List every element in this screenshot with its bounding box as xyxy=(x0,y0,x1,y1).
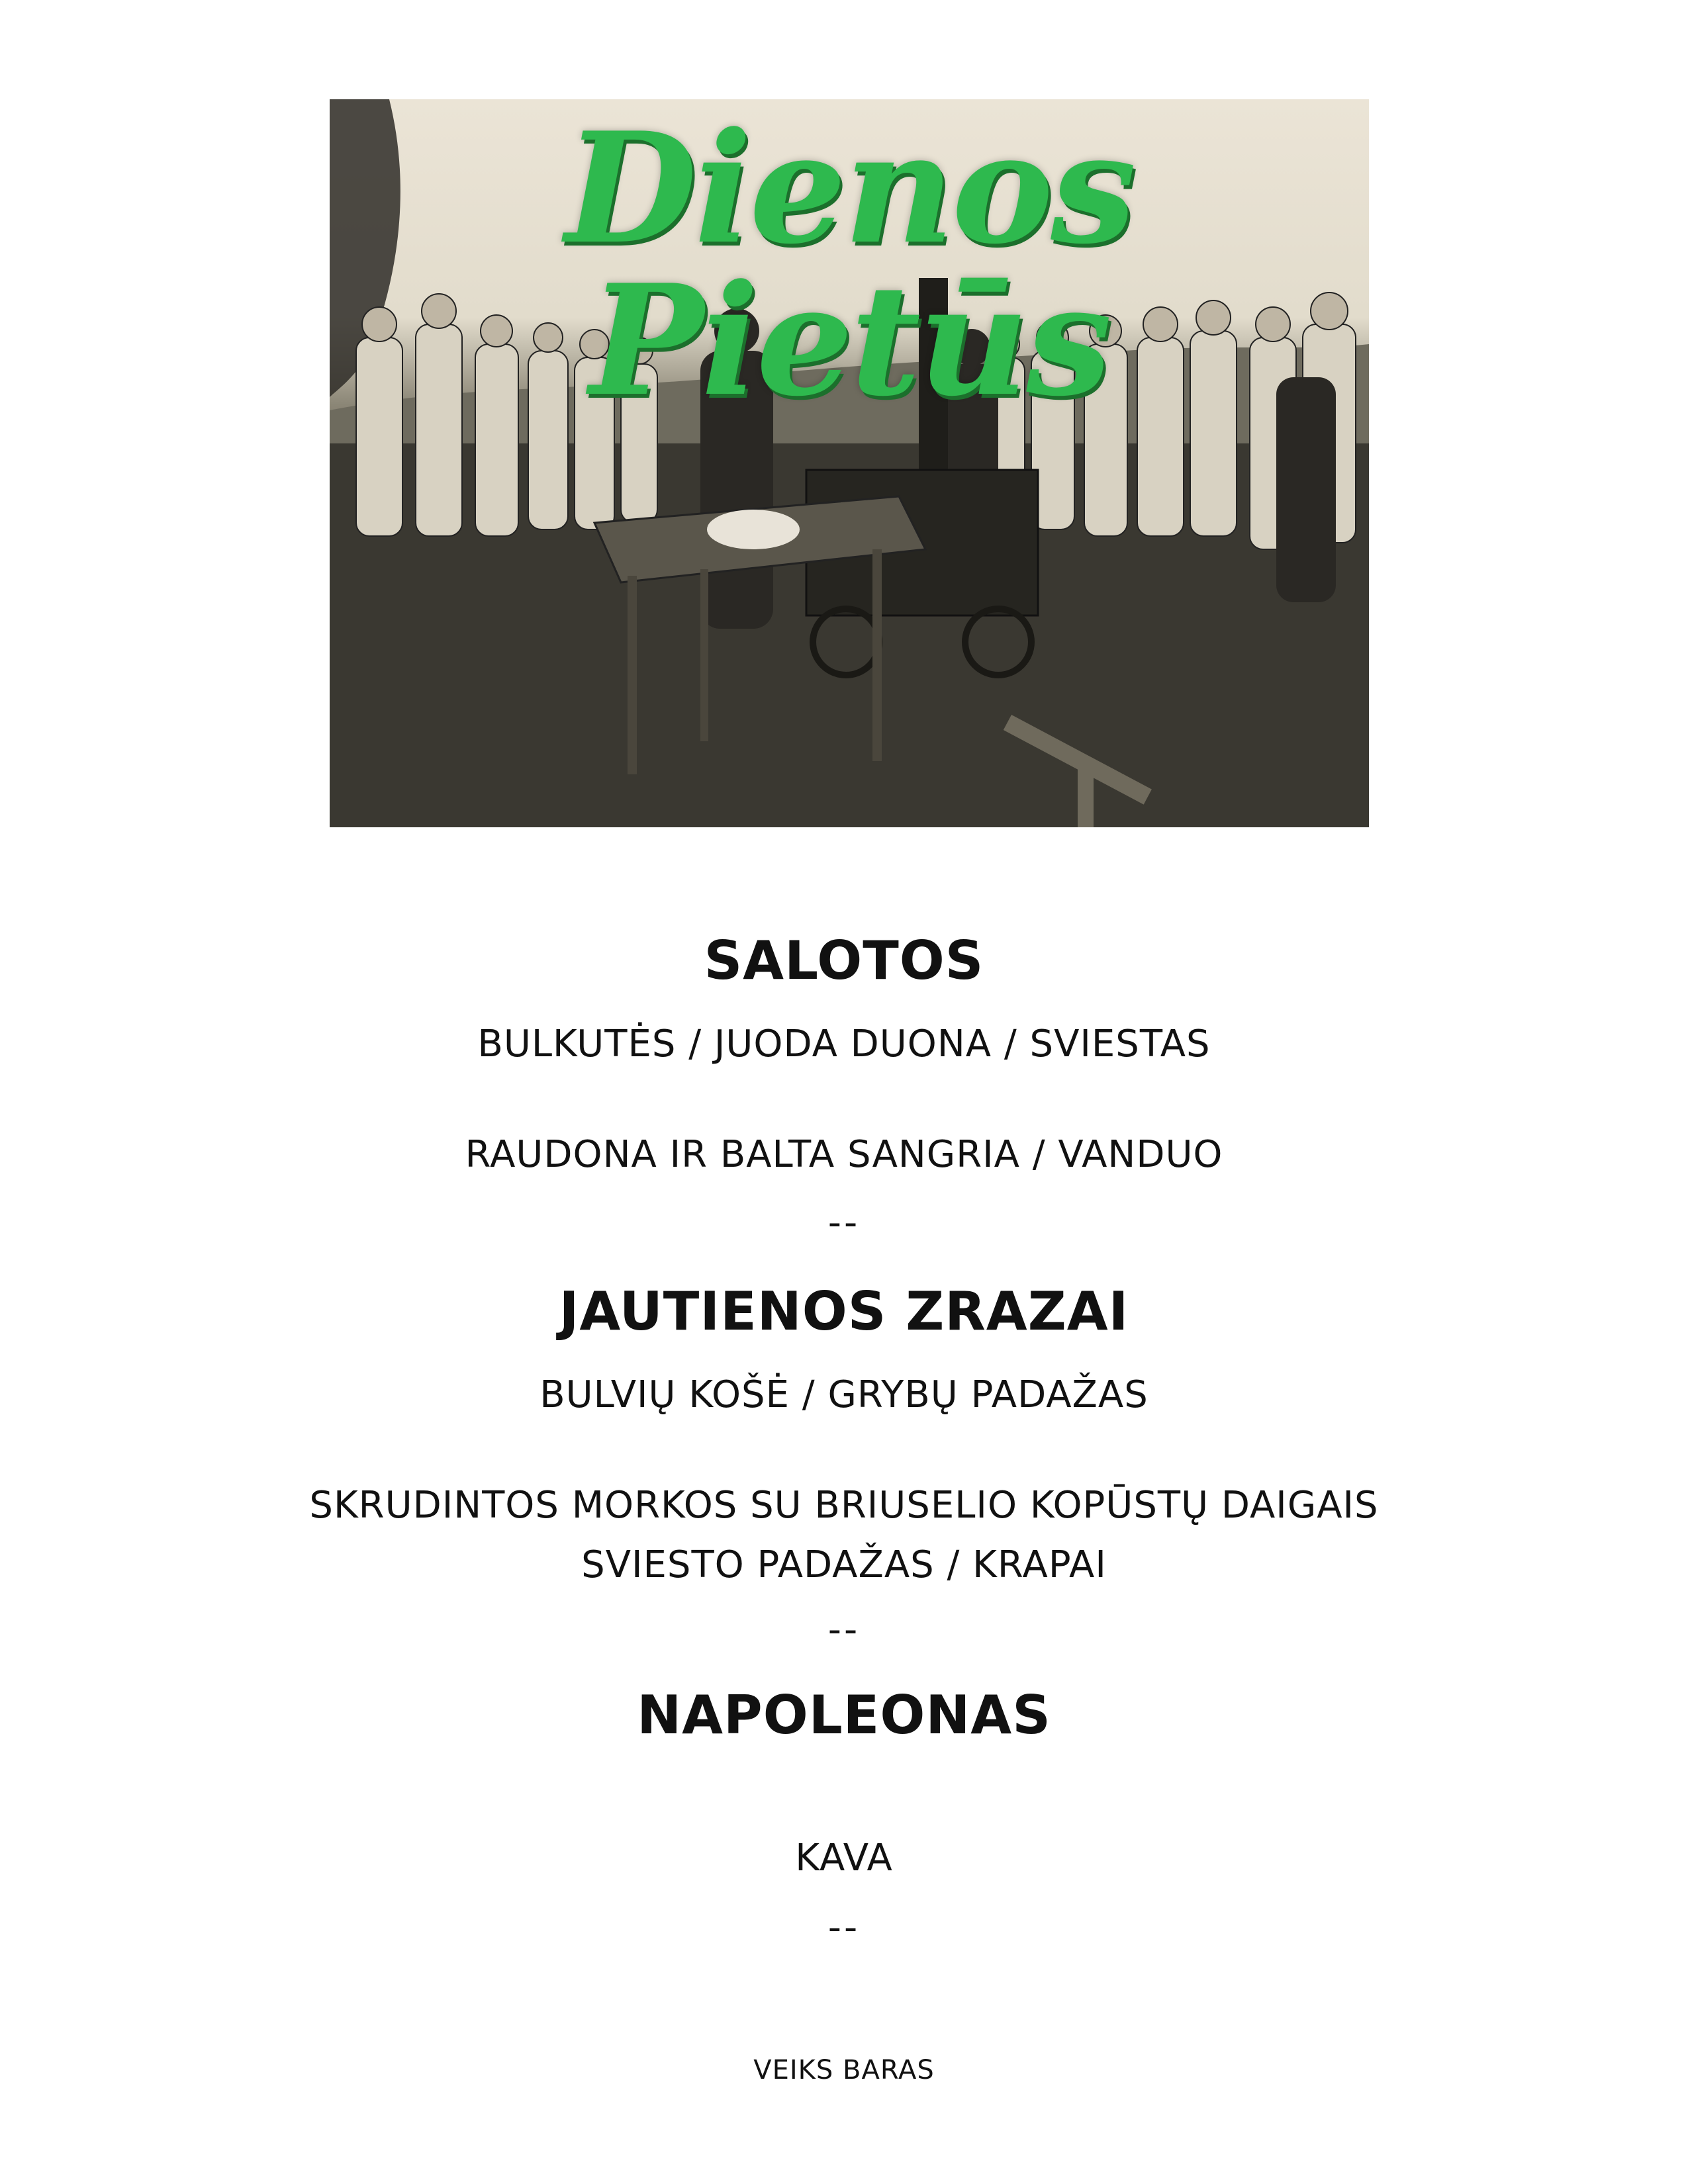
separator-2: -- xyxy=(827,1608,861,1651)
course-2-line-2: SKRUDINTOS MORKOS SU BRIUSELIO KOPŪSTŲ DAIGAIS xyxy=(309,1484,1379,1527)
course-2-line-3: SVIESTO PADAŽAS / KRAPAI xyxy=(581,1543,1107,1586)
hero-title: Dienos Pietūs xyxy=(565,99,1134,430)
footer-venue: VEIKS BARAS xyxy=(753,2055,935,2085)
separator-1: -- xyxy=(827,1201,861,1244)
course-1-title: SALOTOS xyxy=(704,930,984,991)
course-2-title: JAUTIENOS ZRAZAI xyxy=(559,1281,1129,1342)
course-2-line-1: BULVIŲ KOŠĖ / GRYBŲ PADAŽAS xyxy=(539,1373,1149,1416)
separator-3: -- xyxy=(827,1906,861,1949)
course-3-title: NAPOLEONAS xyxy=(637,1684,1051,1746)
course-1-line-2: RAUDONA IR BALTA SANGRIA / VANDUO xyxy=(465,1133,1223,1176)
hero-photo xyxy=(330,99,1369,827)
course-3-line-1: KAVA xyxy=(795,1837,893,1880)
course-1-line-1: BULKUTĖS / JUODA DUONA / SVIESTAS xyxy=(477,1023,1211,1066)
